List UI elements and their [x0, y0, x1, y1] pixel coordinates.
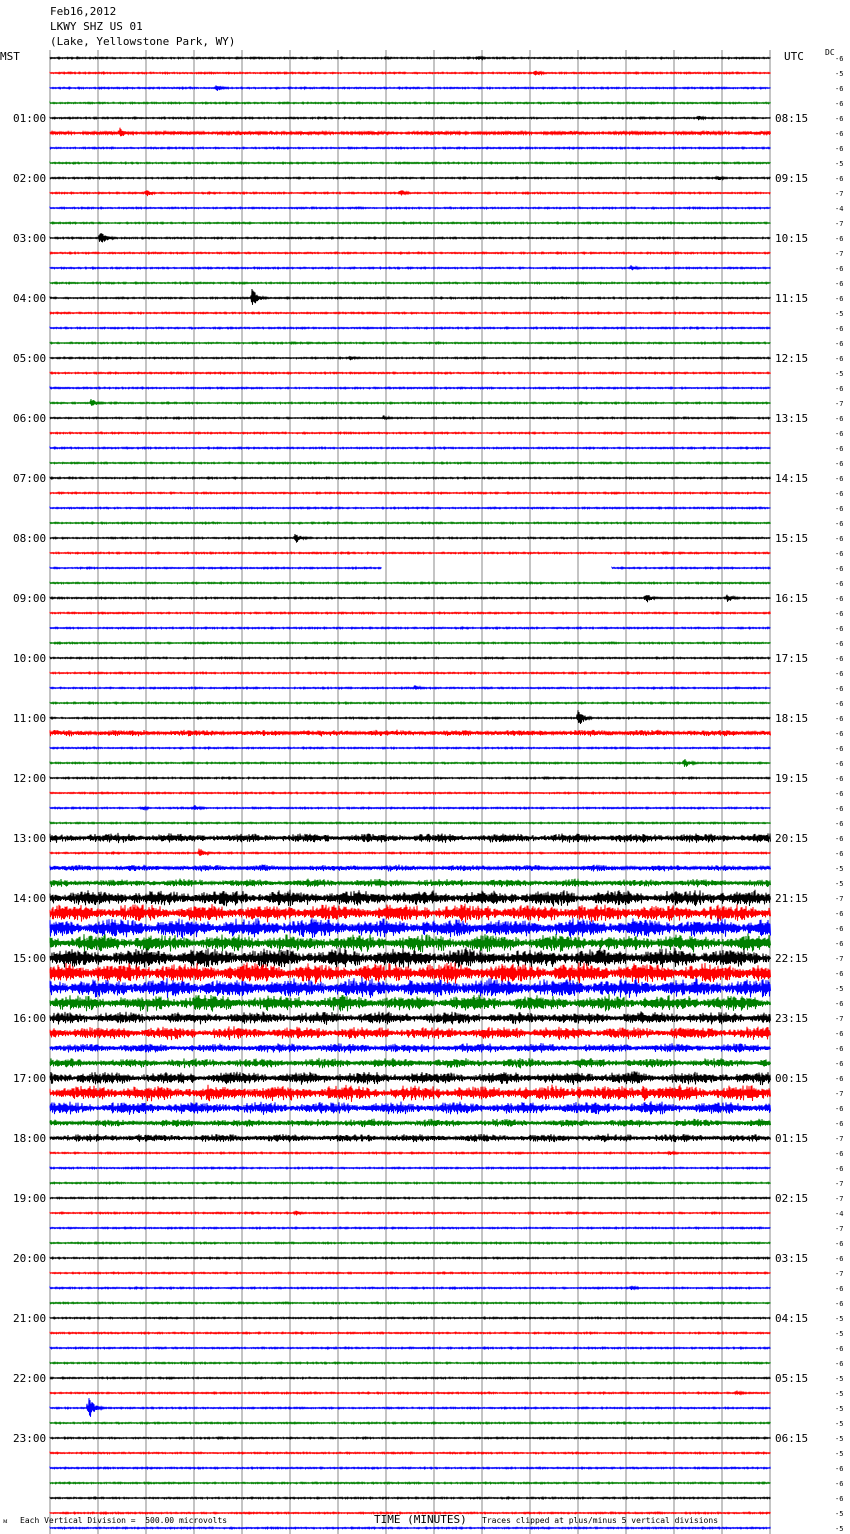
seismic-traces [50, 56, 771, 1534]
trace-row-73 [50, 1151, 771, 1155]
trace-row-44 [50, 710, 771, 724]
trace-row-55 [50, 879, 771, 888]
dc-offset-label: -6 [835, 1150, 844, 1158]
hour-label-left: 12:00 [13, 772, 47, 785]
trace-row-39 [50, 642, 771, 644]
chart-location: (Lake, Yellowstone Park, WY) [50, 35, 236, 48]
trace-row-53 [50, 849, 771, 856]
dc-offset-label: -6 [835, 1060, 844, 1068]
hour-label-right: 10:15 [775, 232, 809, 245]
dc-offset-label: -5 [835, 1405, 844, 1413]
hour-label-left: 13:00 [13, 832, 47, 845]
trace-row-12 [50, 233, 771, 242]
dc-offset-label: -5 [835, 880, 844, 888]
trace-row-24 [50, 416, 771, 420]
trace-row-91 [50, 1422, 771, 1424]
trace-row-34 [50, 567, 771, 569]
dc-offset-label: -6 [835, 760, 844, 768]
hour-label-right: 16:15 [775, 592, 809, 605]
trace-row-92 [50, 1437, 771, 1439]
trace-row-85 [50, 1332, 771, 1334]
dc-offset-label: -6 [835, 925, 844, 933]
dc-offset-label: -6 [835, 505, 844, 513]
hour-label-left: 19:00 [13, 1192, 47, 1205]
trace-row-47 [50, 759, 771, 767]
dc-offset-label: -5 [835, 1435, 844, 1443]
dc-offset-label: -7 [835, 1195, 844, 1203]
trace-row-87 [50, 1362, 771, 1364]
dc-offset-label: -6 [835, 280, 844, 288]
dc-offset-label: -6 [835, 1345, 844, 1353]
dc-offset-label: -6 [835, 1120, 844, 1128]
hour-label-right: 09:15 [775, 172, 809, 185]
dc-offset-label: -6 [835, 130, 844, 138]
hour-labels [13, 55, 843, 1534]
dc-offset-label: -6 [835, 850, 844, 858]
hour-label-left: 11:00 [13, 712, 47, 725]
trace-row-75 [50, 1182, 771, 1184]
dc-offset-label: -6 [835, 565, 844, 573]
trace-row-57 [50, 904, 771, 923]
dc-offset-label: -6 [835, 430, 844, 438]
dc-offset-label: -6 [835, 535, 844, 543]
trace-row-17 [50, 312, 771, 313]
dc-offset-label: -7 [835, 955, 844, 963]
hour-label-right: 05:15 [775, 1372, 809, 1385]
trace-row-41 [50, 672, 771, 674]
trace-row-42 [50, 685, 771, 689]
trace-row-76 [50, 1197, 771, 1199]
hour-label-left: 21:00 [13, 1312, 47, 1325]
hour-label-right: 13:15 [775, 412, 809, 425]
hour-label-left: 23:00 [13, 1432, 47, 1445]
dc-offset-label: -6 [835, 55, 844, 63]
dc-offset-label: -5 [835, 1525, 844, 1533]
dc-offset-label: -5 [835, 1510, 844, 1518]
trace-row-37 [50, 612, 771, 614]
dc-offset-label: -6 [835, 355, 844, 363]
dc-offset-label: -6 [835, 235, 844, 243]
trace-row-74 [50, 1167, 771, 1169]
hour-label-right: 01:15 [775, 1132, 809, 1145]
dc-offset-label: -6 [835, 325, 844, 333]
trace-row-84 [50, 1317, 771, 1319]
trace-row-22 [50, 387, 771, 389]
hour-label-right: 12:15 [775, 352, 809, 365]
trace-row-50 [50, 805, 771, 810]
trace-row-70 [50, 1101, 771, 1115]
dc-offset-label: -6 [835, 145, 844, 153]
trace-row-45 [50, 730, 771, 737]
dc-offset-label: -6 [835, 475, 844, 483]
hour-label-right: 23:15 [775, 1012, 809, 1025]
dc-offset-label: -6 [835, 1465, 844, 1473]
dc-offset-label: -5 [835, 160, 844, 168]
dc-offset-label: -6 [835, 940, 844, 948]
dc-offset-label: -6 [835, 775, 844, 783]
trace-row-35 [50, 582, 771, 584]
trace-row-93 [50, 1452, 771, 1454]
dc-offset-label: -5 [835, 1315, 844, 1323]
trace-row-52 [50, 833, 771, 843]
dc-offset-label: -6 [835, 1360, 844, 1368]
hour-label-right: 00:15 [775, 1072, 809, 1085]
trace-row-95 [50, 1482, 771, 1484]
trace-row-68 [50, 1071, 771, 1085]
trace-row-96 [50, 1497, 771, 1499]
trace-row-27 [50, 462, 771, 464]
trace-row-5 [50, 128, 771, 137]
dc-offset-label: -6 [835, 835, 844, 843]
chart-date: Feb16,2012 [50, 5, 117, 18]
dc-offset-label: -6 [835, 175, 844, 183]
trace-row-9 [50, 190, 771, 196]
dc-offset-label: -6 [835, 85, 844, 93]
trace-row-38 [50, 627, 771, 629]
hour-label-left: 03:00 [13, 232, 47, 245]
trace-row-21 [50, 372, 771, 374]
dc-offset-label: -6 [835, 685, 844, 693]
dc-offset-label: -6 [835, 715, 844, 723]
trace-row-2 [50, 85, 771, 90]
dc-offset-label: -5 [835, 370, 844, 378]
dc-offset-label: -6 [835, 820, 844, 828]
dc-offset-label: -6 [835, 415, 844, 423]
dc-offset-label: -6 [835, 1480, 844, 1488]
hour-label-left: 16:00 [13, 1012, 47, 1025]
hour-label-right: 04:15 [775, 1312, 809, 1325]
hour-label-right: 19:15 [775, 772, 809, 785]
logo-mark: ᴍ [3, 1517, 8, 1525]
trace-row-62 [50, 977, 771, 998]
dc-offset-label: -6 [835, 550, 844, 558]
trace-row-88 [50, 1377, 771, 1379]
chart-station: LKWY SHZ US 01 [50, 20, 143, 33]
trace-row-23 [50, 399, 771, 406]
dc-offset-label: -6 [835, 805, 844, 813]
trace-row-3 [50, 102, 771, 104]
hour-label-left: 09:00 [13, 592, 47, 605]
trace-row-33 [50, 552, 771, 554]
trace-row-43 [50, 702, 771, 704]
hour-label-right: 21:15 [775, 892, 809, 905]
dc-offset-label: -6 [835, 640, 844, 648]
dc-offset-label: -5 [835, 1330, 844, 1338]
trace-row-25 [50, 432, 771, 434]
trace-row-10 [50, 207, 771, 209]
dc-offset-label: -4 [835, 1210, 844, 1218]
dc-offset-label: -6 [835, 490, 844, 498]
dc-offset-label: -6 [835, 670, 844, 678]
trace-row-32 [50, 534, 771, 543]
trace-row-20 [50, 356, 771, 360]
hour-label-right: 17:15 [775, 652, 809, 665]
dc-offset-label: -7 [835, 1015, 844, 1023]
x-axis-title: TIME (MINUTES) [374, 1513, 467, 1526]
hour-label-left: 18:00 [13, 1132, 47, 1145]
dc-offset-label: -6 [835, 1495, 844, 1503]
hour-label-right: 11:15 [775, 292, 809, 305]
dc-offset-label: -6 [835, 610, 844, 618]
dc-offset-label: -6 [835, 1300, 844, 1308]
trace-row-67 [50, 1058, 771, 1069]
dc-offset-label: -6 [835, 970, 844, 978]
hour-label-left: 05:00 [13, 352, 47, 365]
division-note: Each Vertical Division = 500.00 microvolts [20, 1516, 228, 1525]
trace-row-77 [50, 1211, 771, 1216]
hour-label-left: 08:00 [13, 532, 47, 545]
dc-label: DC [825, 48, 835, 57]
trace-row-83 [50, 1302, 771, 1304]
hour-label-right: 18:15 [775, 712, 809, 725]
dc-offset-label: -5 [835, 1390, 844, 1398]
trace-row-98 [50, 1527, 771, 1529]
hour-label-left: 01:00 [13, 112, 47, 125]
hour-label-right: 06:15 [775, 1432, 809, 1445]
dc-offset-label: -6 [835, 115, 844, 123]
dc-offset-label: -7 [835, 1270, 844, 1278]
trace-row-11 [50, 222, 771, 224]
trace-row-14 [50, 265, 771, 270]
trace-row-46 [50, 747, 771, 749]
hour-label-left: 02:00 [13, 172, 47, 185]
hour-label-right: 22:15 [775, 952, 809, 965]
trace-row-19 [50, 342, 771, 344]
hour-label-left: 06:00 [13, 412, 47, 425]
dc-offset-label: -7 [835, 190, 844, 198]
dc-offset-label: -7 [835, 895, 844, 903]
dc-offset-label: -6 [835, 1165, 844, 1173]
hour-label-left: 10:00 [13, 652, 47, 665]
trace-row-56 [50, 890, 771, 907]
trace-row-26 [50, 447, 771, 449]
dc-offset-label: -7 [835, 250, 844, 258]
dc-offset-label: -6 [835, 1045, 844, 1053]
dc-offset-label: -6 [835, 730, 844, 738]
trace-row-8 [50, 176, 771, 180]
dc-offset-label: -4 [835, 205, 844, 213]
trace-row-86 [50, 1347, 771, 1349]
trace-row-90 [50, 1398, 771, 1417]
dc-offset-label: -7 [835, 400, 844, 408]
trace-row-18 [50, 327, 771, 329]
hour-label-left: 14:00 [13, 892, 47, 905]
dc-offset-label: -6 [835, 340, 844, 348]
trace-row-94 [50, 1467, 771, 1469]
dc-offset-label: -6 [835, 1285, 844, 1293]
dc-offset-label: -6 [835, 595, 844, 603]
trace-row-66 [50, 1043, 771, 1053]
trace-row-30 [50, 507, 771, 509]
dc-offset-label: -5 [835, 310, 844, 318]
dc-offset-label: -6 [835, 580, 844, 588]
dc-offset-label: -6 [835, 445, 844, 453]
dc-offset-label: -6 [835, 745, 844, 753]
trace-row-89 [50, 1391, 771, 1395]
hour-label-left: 22:00 [13, 1372, 47, 1385]
dc-offset-label: -6 [835, 625, 844, 633]
dc-offset-label: -6 [835, 1105, 844, 1113]
dc-offset-label: -6 [835, 790, 844, 798]
dc-offset-label: -7 [835, 1090, 844, 1098]
dc-offset-label: -6 [835, 1030, 844, 1038]
trace-row-69 [50, 1085, 771, 1102]
dc-offset-label: -7 [835, 220, 844, 228]
dc-offset-label: -6 [835, 100, 844, 108]
clip-note: Traces clipped at plus/minus 5 vertical divisions [482, 1516, 719, 1525]
dc-offset-label: -6 [835, 460, 844, 468]
dc-offset-label: -6 [835, 520, 844, 528]
hour-label-right: 14:15 [775, 472, 809, 485]
dc-offset-label: -6 [835, 385, 844, 393]
hour-label-left: 15:00 [13, 952, 47, 965]
dc-offset-label: -7 [835, 1180, 844, 1188]
dc-offset-label: -6 [835, 1000, 844, 1008]
trace-row-7 [50, 162, 771, 164]
trace-row-81 [50, 1272, 771, 1274]
hour-label-right: 03:15 [775, 1252, 809, 1265]
dc-offset-label: -6 [835, 265, 844, 273]
hour-label-right: 08:15 [775, 112, 809, 125]
hour-label-right: 20:15 [775, 832, 809, 845]
trace-row-48 [50, 777, 771, 779]
trace-row-78 [50, 1227, 771, 1229]
dc-offset-label: -5 [835, 1420, 844, 1428]
dc-offset-label: -5 [835, 985, 844, 993]
dc-offset-label: -6 [835, 295, 844, 303]
dc-offset-label: -6 [835, 910, 844, 918]
trace-row-64 [50, 1011, 771, 1025]
dc-offset-label: -6 [835, 1240, 844, 1248]
dc-offset-label: -7 [835, 1135, 844, 1143]
hour-label-left: 17:00 [13, 1072, 47, 1085]
hour-label-right: 15:15 [775, 532, 809, 545]
trace-row-65 [50, 1026, 771, 1040]
trace-row-31 [50, 522, 771, 524]
dc-offset-label: -5 [835, 865, 844, 873]
trace-row-0 [50, 56, 771, 59]
dc-offset-label: -5 [835, 1450, 844, 1458]
dc-offset-label: -5 [835, 70, 844, 78]
trace-row-49 [50, 792, 771, 794]
trace-row-60 [50, 947, 771, 968]
trace-row-16 [50, 289, 771, 305]
trace-row-13 [50, 252, 771, 254]
hour-label-left: 20:00 [13, 1252, 47, 1265]
trace-row-28 [50, 477, 771, 479]
dc-offset-label: -5 [835, 1375, 844, 1383]
timezone-left-label: MST [0, 50, 20, 63]
trace-row-40 [50, 657, 771, 659]
trace-row-29 [50, 492, 771, 494]
trace-row-6 [50, 147, 771, 149]
hour-label-left: 04:00 [13, 292, 47, 305]
trace-row-51 [50, 822, 771, 824]
dc-offset-label: -6 [835, 655, 844, 663]
dc-offset-label: -6 [835, 700, 844, 708]
trace-row-58 [50, 918, 771, 938]
trace-row-15 [50, 282, 771, 284]
trace-row-54 [50, 865, 771, 872]
trace-row-72 [50, 1134, 771, 1143]
trace-row-36 [50, 595, 771, 603]
dc-offset-label: -6 [835, 1075, 844, 1083]
trace-row-63 [50, 994, 771, 1012]
trace-row-71 [50, 1119, 771, 1127]
trace-row-4 [50, 116, 771, 120]
timezone-right-label: UTC [784, 50, 804, 63]
dc-offset-label: -7 [835, 1225, 844, 1233]
hour-label-left: 07:00 [13, 472, 47, 485]
hour-label-right: 02:15 [775, 1192, 809, 1205]
trace-row-82 [50, 1286, 771, 1290]
trace-row-80 [50, 1257, 771, 1259]
trace-row-1 [50, 71, 771, 76]
dc-offset-label: -6 [835, 1255, 844, 1263]
trace-row-79 [50, 1242, 771, 1244]
